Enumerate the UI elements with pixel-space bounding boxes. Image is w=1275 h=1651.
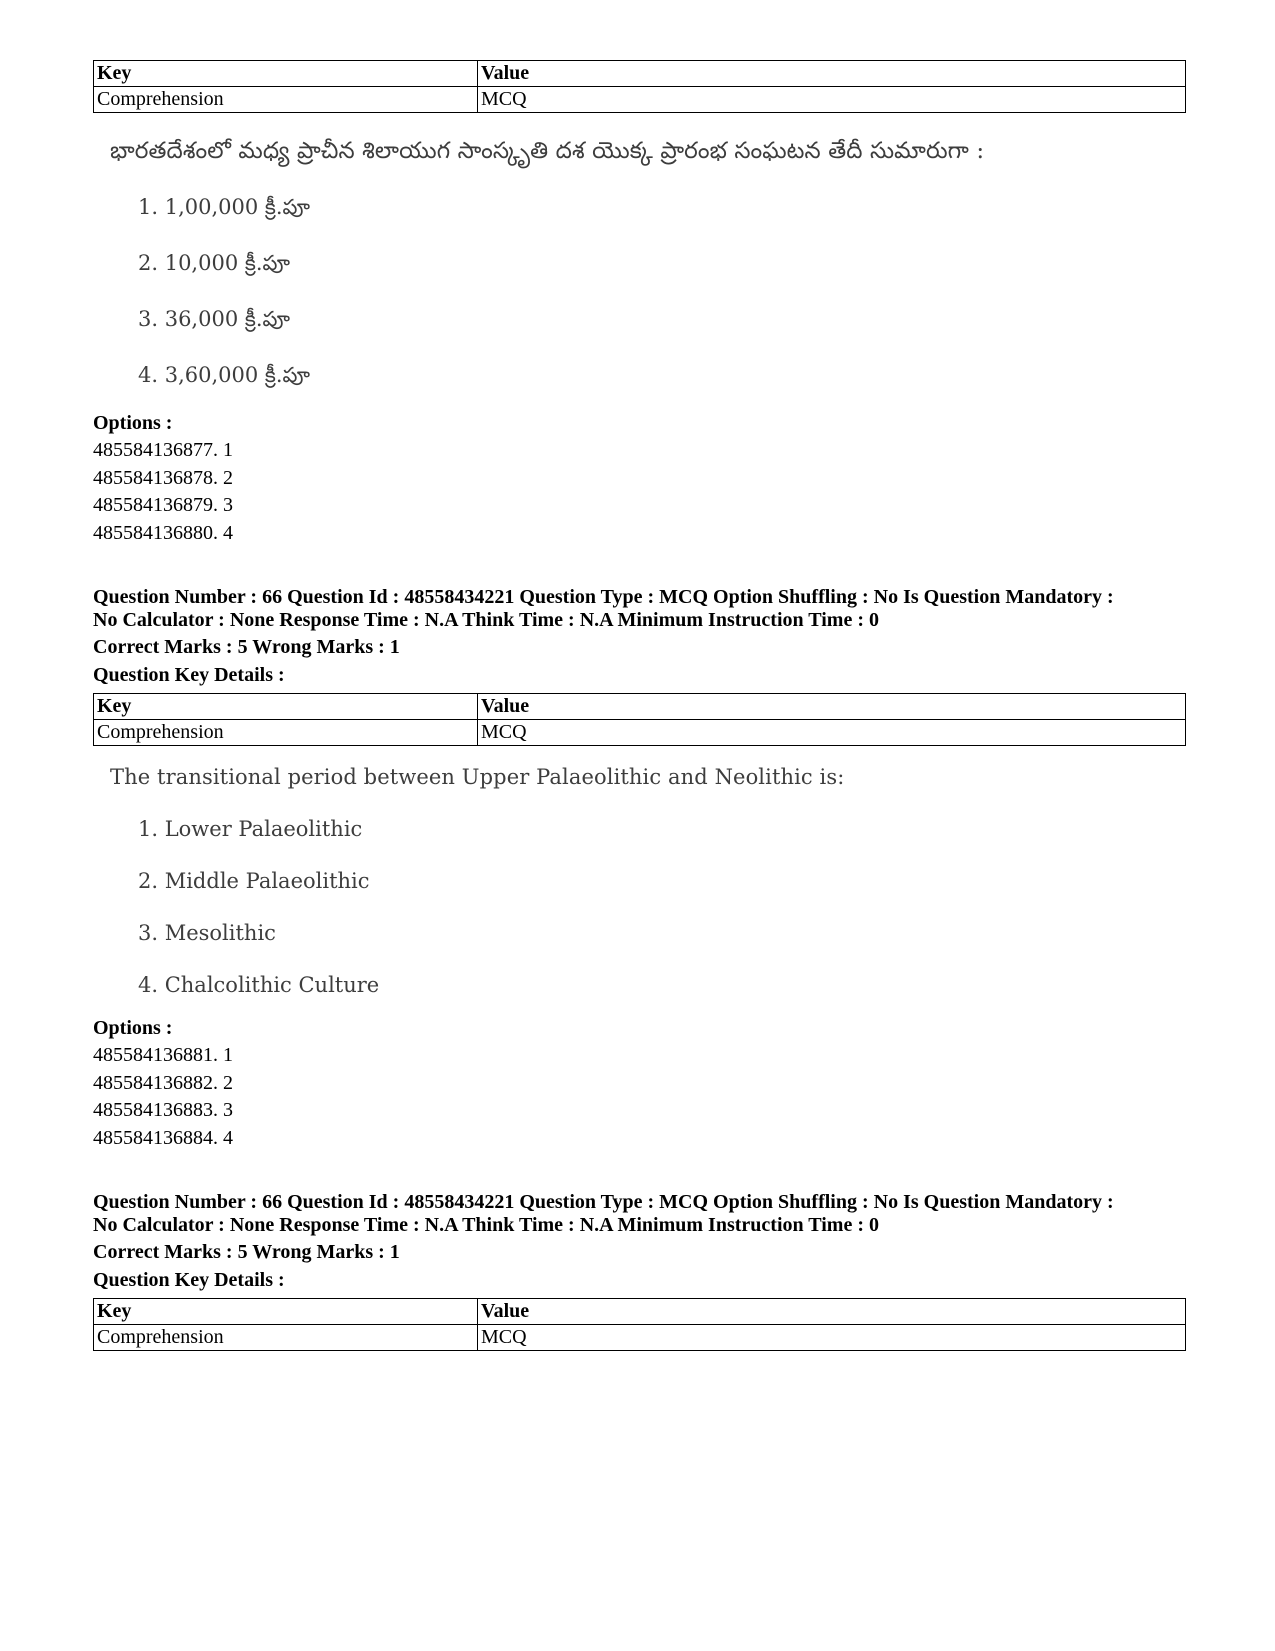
table-cell-key: Comprehension <box>94 1325 478 1351</box>
option-item: 485584136878. 2 <box>93 467 233 489</box>
question-choice: 2. 10,000 క్రీ.పూ <box>138 251 290 275</box>
option-item: 485584136883. 3 <box>93 1099 233 1121</box>
option-item: 485584136882. 2 <box>93 1072 233 1094</box>
option-item: 485584136879. 3 <box>93 494 233 516</box>
table-row <box>94 720 1186 746</box>
question-image <box>110 138 985 387</box>
table-cell-value: MCQ <box>478 87 1186 113</box>
options-label: Options : <box>93 412 173 434</box>
table-header-row <box>94 1299 1186 1325</box>
question-text: The transitional period between Upper Palaeolithic and Neolithic is: <box>110 765 845 789</box>
question-meta-line: No Calculator : None Response Time : N.A Think Time : N.A Minimum Instruction Time : 0 <box>93 1214 879 1236</box>
table-header-key: Key <box>94 61 478 87</box>
question-image <box>110 765 845 997</box>
question-meta-line: Question Number : 66 Question Id : 48558434221 Question Type : MCQ Option Shuffling : No Is Question Mandatory : <box>93 1191 1114 1213</box>
question-choice: 4. 3,60,000 క్రీ.పూ <box>138 363 311 387</box>
question-choice: 4. Chalcolithic Culture <box>138 973 380 997</box>
question-key-details-label: Question Key Details : <box>93 1269 285 1291</box>
table-header-key: Key <box>94 694 478 720</box>
question-choice: 3. 36,000 క్రీ.పూ <box>138 307 290 331</box>
option-item: 485584136884. 4 <box>93 1127 233 1149</box>
question-choice: 1. Lower Palaeolithic <box>138 817 363 841</box>
question-key-table <box>93 60 1186 113</box>
table-header-row <box>94 61 1186 87</box>
option-item: 485584136880. 4 <box>93 522 233 544</box>
question-choice: 3. Mesolithic <box>138 921 276 945</box>
question-key-table <box>93 1298 1186 1351</box>
question-marks: Correct Marks : 5 Wrong Marks : 1 <box>93 1241 400 1263</box>
options-label: Options : <box>93 1017 173 1039</box>
question-key-details-label: Question Key Details : <box>93 664 285 686</box>
table-cell-key: Comprehension <box>94 87 478 113</box>
option-item: 485584136881. 1 <box>93 1044 233 1066</box>
table-header-value: Value <box>478 61 1186 87</box>
question-key-table <box>93 693 1186 746</box>
question-marks: Correct Marks : 5 Wrong Marks : 1 <box>93 636 400 658</box>
question-choice: 2. Middle Palaeolithic <box>138 869 370 893</box>
table-cell-value: MCQ <box>478 1325 1186 1351</box>
table-row <box>94 1325 1186 1351</box>
table-header-value: Value <box>478 1299 1186 1325</box>
table-cell-key: Comprehension <box>94 720 478 746</box>
table-row <box>94 87 1186 113</box>
option-item: 485584136877. 1 <box>93 439 233 461</box>
question-meta-line: No Calculator : None Response Time : N.A Think Time : N.A Minimum Instruction Time : 0 <box>93 609 879 631</box>
table-cell-value: MCQ <box>478 720 1186 746</box>
table-header-value: Value <box>478 694 1186 720</box>
question-choice: 1. 1,00,000 క్రీ.పూ <box>138 195 311 219</box>
table-header-key: Key <box>94 1299 478 1325</box>
question-meta-line: Question Number : 66 Question Id : 48558434221 Question Type : MCQ Option Shuffling : No Is Question Mandatory : <box>93 586 1114 608</box>
table-header-row <box>94 694 1186 720</box>
question-text: భారతదేశంలో మధ్య ప్రాచీన శిలాయుగ సాంస్కృతి దశ యొక్క ప్రారంభ సంఘటన తేదీ సుమారుగా : <box>110 138 985 164</box>
